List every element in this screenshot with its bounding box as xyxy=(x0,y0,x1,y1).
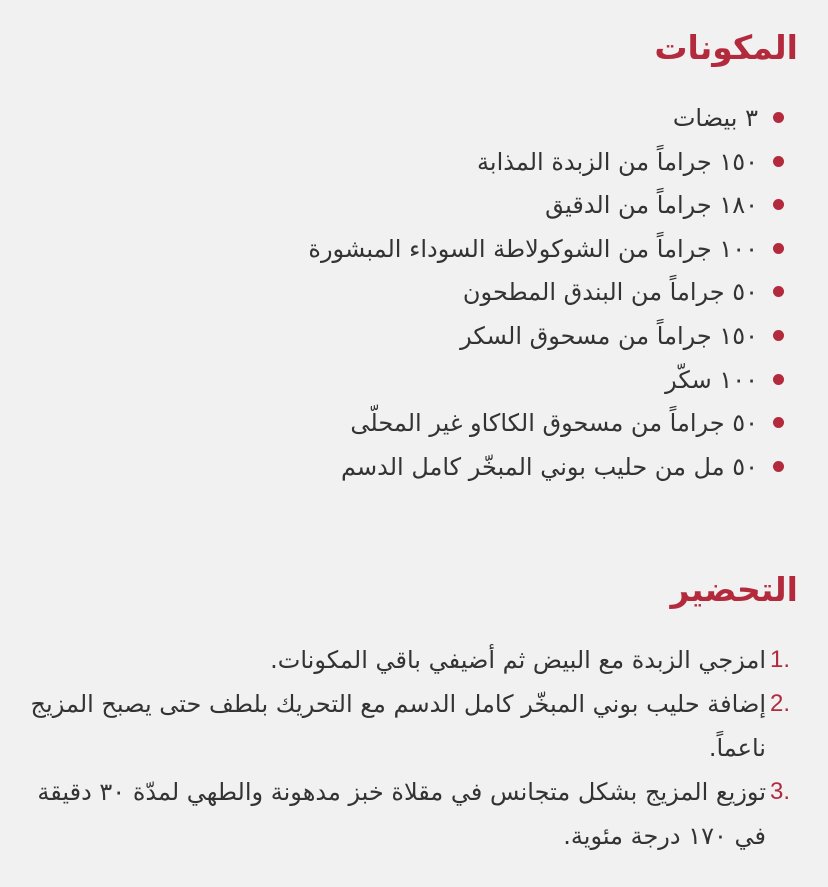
list-item xyxy=(308,271,758,315)
bullet-icon xyxy=(773,374,784,385)
bullet-icon xyxy=(773,243,784,254)
list-item xyxy=(308,228,758,272)
list-item xyxy=(308,141,758,185)
ingredients-list xyxy=(308,97,758,489)
bullet-icon xyxy=(773,330,784,341)
bullet-icon xyxy=(773,286,784,297)
ingredient-text: ١٠٠ جراماً من الشوكولاطة السوداء المبشورة xyxy=(308,234,758,263)
ingredient-text: ١٠٠ سكّر xyxy=(665,365,758,394)
bullet-icon xyxy=(773,112,784,123)
ingredient-text: ١٥٠ جراماً من مسحوق السكر xyxy=(460,321,758,350)
list-item xyxy=(308,184,758,228)
bullet-icon xyxy=(773,156,784,167)
step-number: 1. xyxy=(770,646,791,673)
ingredient-text: ٣ بيضات xyxy=(672,104,758,132)
ingredient-text: ٥٠ جراماً من البندق المطحون xyxy=(462,278,758,307)
step-text: إضافة حليب بوني المبخّر كامل الدسم مع التحريك بلطف حتى يصبح المزيج ناعماً. xyxy=(30,690,766,762)
preparation-title: التحضير xyxy=(670,570,798,609)
ingredient-text: ٥٠ مل من حليب بوني المبخّر كامل الدسم xyxy=(341,452,758,481)
ingredient-text: ١٨٠ جراماً من الدقيق xyxy=(545,191,758,220)
list-item xyxy=(26,770,791,858)
list-item xyxy=(308,315,758,359)
ingredients-title: المكونات xyxy=(654,28,798,67)
bullet-icon xyxy=(773,461,784,472)
list-item xyxy=(308,446,758,490)
ingredient-text: ١٥٠ جراماً من الزبدة المذابة xyxy=(477,147,758,176)
bullet-icon xyxy=(773,417,784,428)
step-text: امزجي الزبدة مع البيض ثم أضيفي باقي المكونات. xyxy=(270,646,766,674)
list-item xyxy=(26,638,791,682)
step-text: توزيع المزيج بشكل متجانس في مقلاة خبز مدهونة والطهي لمدّة ٣٠ دقيقة في ١٧٠ درجة مئوية. xyxy=(37,778,766,850)
bullet-icon xyxy=(773,199,784,210)
list-item xyxy=(308,359,758,403)
ingredient-text: ٥٠ جراماً من مسحوق الكاكاو غير المحلّى xyxy=(350,409,758,438)
step-number: 2. xyxy=(770,690,791,717)
list-item xyxy=(308,97,758,141)
step-number: 3. xyxy=(770,778,791,805)
preparation-list xyxy=(26,638,791,858)
list-item xyxy=(26,682,791,770)
list-item xyxy=(308,402,758,446)
